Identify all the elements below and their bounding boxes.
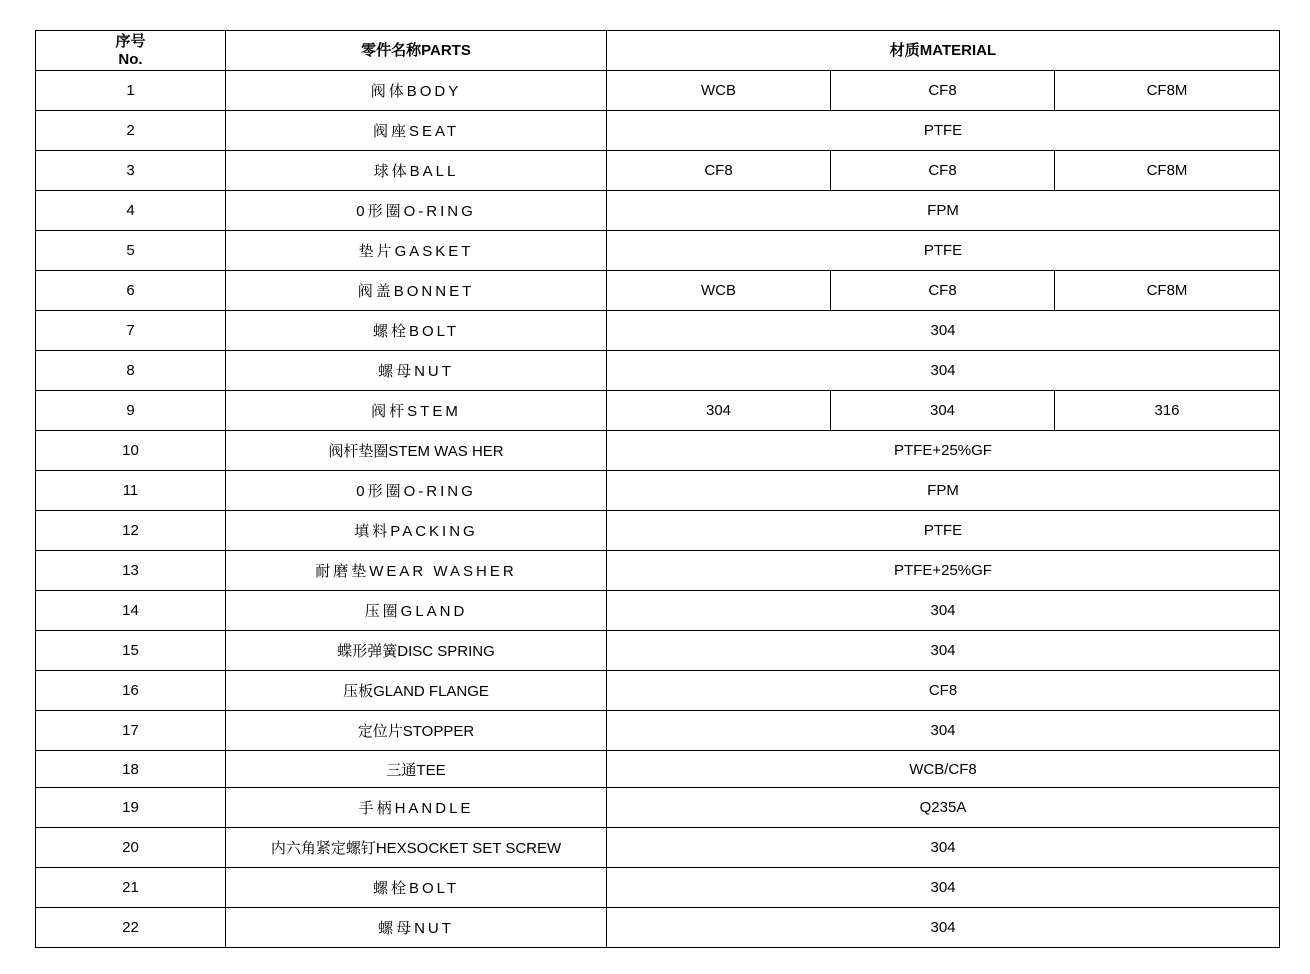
material-value: WCB: [607, 71, 831, 111]
material-value: PTFE+25%GF: [607, 551, 1280, 591]
table-row: [36, 828, 1280, 868]
material-value: 304: [831, 391, 1055, 431]
table-row: [36, 711, 1280, 751]
material-value: Q235A: [607, 788, 1280, 828]
material-value: CF8: [607, 151, 831, 191]
table-row: [36, 908, 1280, 948]
row-number: 12: [36, 511, 226, 551]
table-row: [36, 591, 1280, 631]
header-no-cn: 序号: [115, 32, 146, 50]
part-name: 定位片STOPPER: [226, 711, 607, 751]
part-name: 蝶形弹簧DISC SPRING: [226, 631, 607, 671]
header-no: [36, 31, 226, 71]
table-row: [36, 351, 1280, 391]
row-number: 18: [36, 751, 226, 788]
row-number: 6: [36, 271, 226, 311]
row-number: 9: [36, 391, 226, 431]
part-name: 填料PACKING: [226, 511, 607, 551]
parts-material-table: [35, 30, 1280, 948]
material-value: PTFE: [607, 511, 1280, 551]
row-number: 13: [36, 551, 226, 591]
row-number: 11: [36, 471, 226, 511]
part-name: 阀杆垫圈STEM WAS HER: [226, 431, 607, 471]
material-value: 304: [607, 311, 1280, 351]
material-value: CF8M: [1055, 71, 1280, 111]
part-name: 垫片GASKET: [226, 231, 607, 271]
part-name: 螺母NUT: [226, 908, 607, 948]
material-value: 304: [607, 908, 1280, 948]
part-name: 阀体BODY: [226, 71, 607, 111]
table-row: [36, 511, 1280, 551]
material-value: 304: [607, 828, 1280, 868]
row-number: 7: [36, 311, 226, 351]
row-number: 3: [36, 151, 226, 191]
material-value: PTFE: [607, 111, 1280, 151]
row-number: 17: [36, 711, 226, 751]
part-name: 球体BALL: [226, 151, 607, 191]
row-number: 14: [36, 591, 226, 631]
header-parts: 零件名称PARTS: [226, 31, 607, 71]
row-number: 2: [36, 111, 226, 151]
part-name: 阀座SEAT: [226, 111, 607, 151]
material-value: 304: [607, 351, 1280, 391]
material-value: 304: [607, 868, 1280, 908]
row-number: 20: [36, 828, 226, 868]
part-name: 阀杆STEM: [226, 391, 607, 431]
table-row: [36, 788, 1280, 828]
material-value: CF8M: [1055, 271, 1280, 311]
table-row: [36, 151, 1280, 191]
row-number: 16: [36, 671, 226, 711]
header-material: 材质MATERIAL: [607, 31, 1280, 71]
material-value: PTFE: [607, 231, 1280, 271]
table-row: [36, 391, 1280, 431]
row-number: 5: [36, 231, 226, 271]
row-number: 1: [36, 71, 226, 111]
table-row: [36, 71, 1280, 111]
table-row: [36, 431, 1280, 471]
part-name: 内六角紧定螺钉HEXSOCKET SET SCREW: [226, 828, 607, 868]
table-row: [36, 471, 1280, 511]
row-number: 15: [36, 631, 226, 671]
part-name: 螺栓BOLT: [226, 311, 607, 351]
material-value: CF8: [607, 671, 1280, 711]
material-value: PTFE+25%GF: [607, 431, 1280, 471]
table-row: [36, 551, 1280, 591]
part-name: 耐磨垫WEAR WASHER: [226, 551, 607, 591]
row-number: 21: [36, 868, 226, 908]
material-value: 304: [607, 591, 1280, 631]
material-value: CF8: [831, 151, 1055, 191]
table-row: [36, 868, 1280, 908]
material-value: FPM: [607, 471, 1280, 511]
part-name: 手柄HANDLE: [226, 788, 607, 828]
part-name: 三通TEE: [226, 751, 607, 788]
table-row: [36, 751, 1280, 788]
table-row: [36, 671, 1280, 711]
part-name: 螺母NUT: [226, 351, 607, 391]
part-name: 0形圈O-RING: [226, 471, 607, 511]
material-value: FPM: [607, 191, 1280, 231]
part-name: 0形圈O-RING: [226, 191, 607, 231]
part-name: 压板GLAND FLANGE: [226, 671, 607, 711]
material-value: 304: [607, 631, 1280, 671]
material-value: 316: [1055, 391, 1280, 431]
table-row: [36, 311, 1280, 351]
row-number: 4: [36, 191, 226, 231]
part-name: 螺栓BOLT: [226, 868, 607, 908]
table-row: [36, 231, 1280, 271]
part-name: 压圈GLAND: [226, 591, 607, 631]
material-value: WCB/CF8: [607, 751, 1280, 788]
table-row: [36, 631, 1280, 671]
row-number: 22: [36, 908, 226, 948]
row-number: 8: [36, 351, 226, 391]
material-value: CF8M: [1055, 151, 1280, 191]
row-number: 10: [36, 431, 226, 471]
table-row: [36, 111, 1280, 151]
header-no-en: No.: [118, 50, 143, 68]
table-row: [36, 271, 1280, 311]
table-row: [36, 191, 1280, 231]
row-number: 19: [36, 788, 226, 828]
material-value: WCB: [607, 271, 831, 311]
material-value: 304: [607, 391, 831, 431]
material-value: 304: [607, 711, 1280, 751]
part-name: 阀盖BONNET: [226, 271, 607, 311]
material-value: CF8: [831, 271, 1055, 311]
header-row: [36, 31, 1280, 71]
material-value: CF8: [831, 71, 1055, 111]
